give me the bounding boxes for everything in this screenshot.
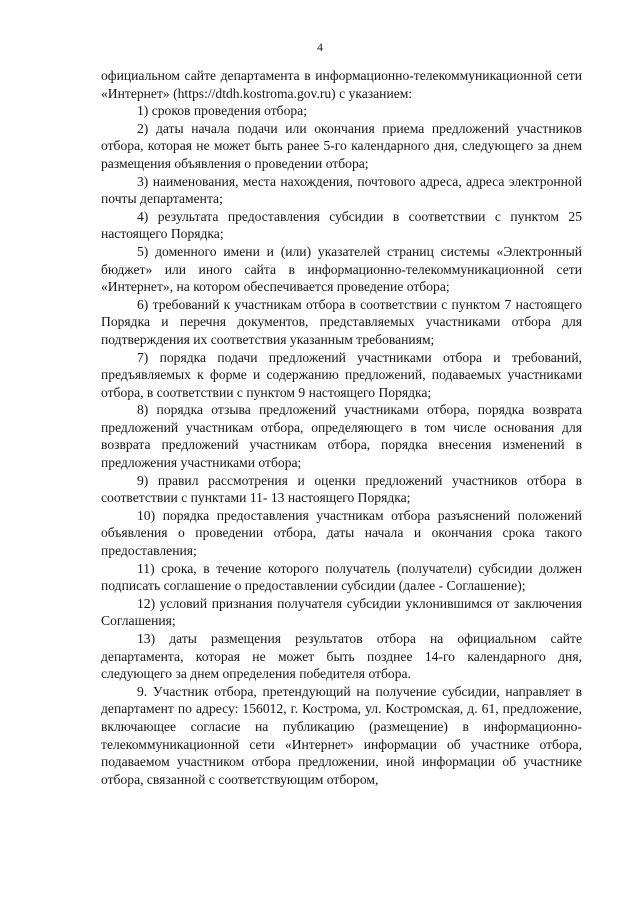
list-item-10: 10) порядка предоставления участникам отбора разъяснений положений объявления о проведении отбора, даты начала и окончания срока такого предоставления; (101, 507, 582, 559)
list-item-2: 2) даты начала подачи или окончания приема предложений участников отбора, которая не может быть ранее 5-го календарного дня, следующего за днем размещения объявления о проведении отбора; (101, 120, 582, 171)
list-item-5: 5) доменного имени и (или) указателей страниц системы «Электронный бюджет» или иного сайта в информационно-телекоммуникационной сети «Интернет», на котором обеспечивается проведение отбора; (101, 243, 582, 295)
list-item-11: 11) срока, в течение которого получатель (получатели) субсидии должен подписать соглашение о предоставлении субсидии (далее - Соглашение); (101, 560, 582, 594)
paragraph-continuation: официальном сайте департамента в информационно-телекоммуникационной сети «Интернет» (https://dtdh.kostroma.gov.ru) с указанием: (101, 68, 582, 101)
list-item-13: 13) даты размещения результатов отбора на официальном сайте департамента, которая не может быть позднее 14-го календарного дня, следующего за днем определения победителя отбора. (101, 631, 582, 682)
list-item-6: 6) требований к участникам отбора в соответствии с пунктом 7 настоящего Порядка и перечня документов, представляемых участниками отбора для подтверждения их соответствия указанным требованиям; (101, 296, 582, 347)
section-9-paragraph: 9. Участник отбора, претендующий на получение субсидии, направляет в департамент по адресу: 156012, г. Кострома, ул. Костромская, д. 61, предложение, включающее согласие на публикацию (размещение) в информационно-телекоммуникационной сети «Интернет» информации об участнике отбора, подаваемом участником отбора предложении, иной информации об участнике отбора, связанной с соответствующим отбором, (101, 683, 582, 787)
document-body (101, 67, 582, 788)
list-item-12: 12) условий признания получателя субсидии уклонившимся от заключения Соглашения; (101, 595, 582, 629)
list-item-1: 1) сроков проведения отбора; (137, 103, 307, 119)
list-item-4: 4) результата предоставления субсидии в соответствии с пунктом 25 настоящего Порядка; (101, 208, 582, 242)
list-item-3: 3) наименования, места нахождения, почтового адреса, адреса электронной почты департамента; (101, 173, 582, 207)
page-number: 4 (317, 40, 323, 54)
list-item-7: 7) порядка подачи предложений участниками отбора и требований, предъявляемых к форме и содержанию предложений, подаваемых участниками отбора, в соответствии с пунктом 9 настоящего Порядка; (101, 349, 582, 400)
list-item-8: 8) порядка отзыва предложений участниками отбора, порядка возврата предложений участникам отбора, определяющего в том числе основания для возврата предложений участникам отбора, порядка внесения изменений в предложения участниками отбора; (101, 402, 582, 471)
list-item-9: 9) правил рассмотрения и оценки предложений участников отбора в соответствии с пунктами 11- 13 настоящего Порядка; (101, 472, 582, 506)
